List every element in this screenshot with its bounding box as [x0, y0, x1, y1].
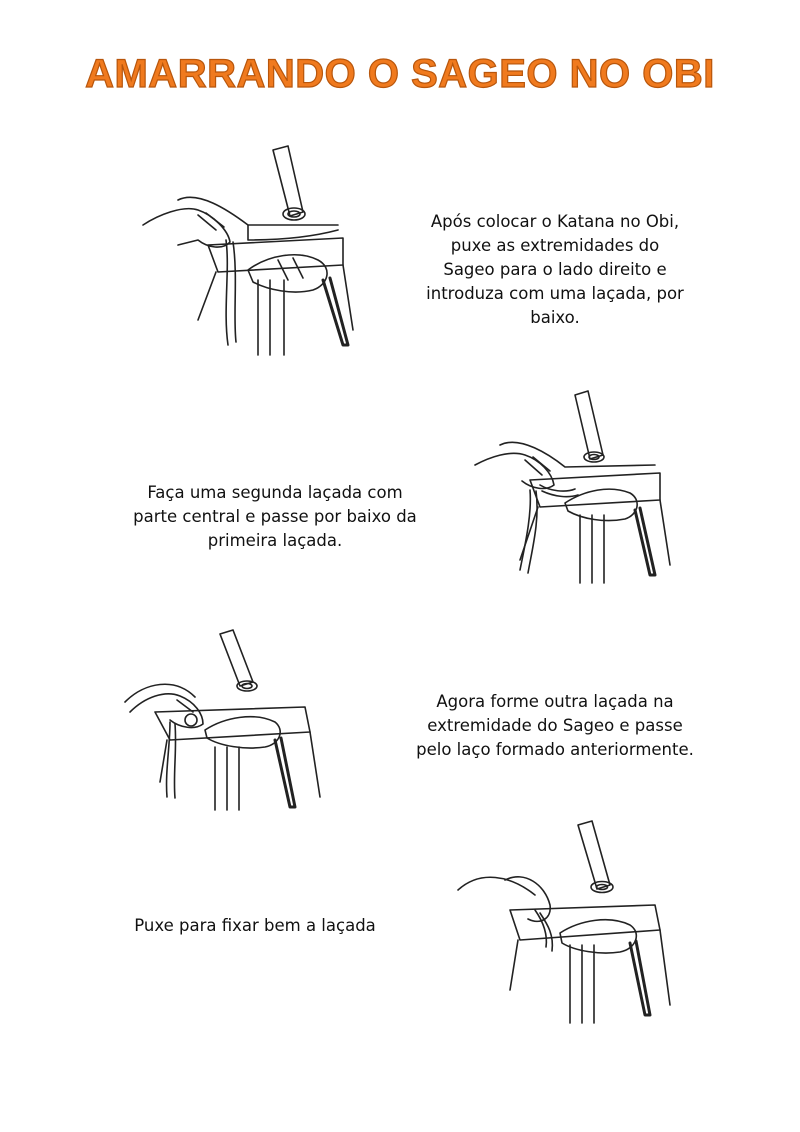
step-4-text — [120, 914, 390, 938]
step-1-line: baixo. — [530, 308, 580, 327]
step-3-illustration — [115, 612, 335, 817]
step-2-line: Faça uma segunda laçada com — [147, 483, 403, 502]
step-3-line: extremidade do Sageo e passe — [427, 716, 683, 735]
step-4-illustration — [450, 815, 685, 1030]
step-3-text — [400, 690, 710, 762]
step-3-line: Agora forme outra laçada na — [436, 692, 674, 711]
step-1-line: Após colocar o Katana no Obi, — [430, 212, 680, 231]
step-1-text — [405, 210, 705, 330]
step-1-illustration — [138, 130, 368, 360]
step-2-line: parte central e passe por baixo da — [133, 507, 417, 526]
step-2-text — [115, 481, 435, 553]
step-3-line: pelo laço formado anteriormente. — [416, 740, 694, 759]
step-1-line: Sageo para o lado direito e — [443, 260, 667, 279]
step-2-illustration — [470, 385, 685, 585]
step-2-line: primeira laçada. — [207, 531, 343, 550]
step-4-line: Puxe para fixar bem a laçada — [134, 916, 376, 935]
step-1-line: introduza com uma laçada, por — [426, 284, 684, 303]
step-1-line: puxe as extremidades do — [450, 236, 660, 255]
page-title: AMARRANDO O SAGEO NO OBI — [85, 52, 715, 96]
